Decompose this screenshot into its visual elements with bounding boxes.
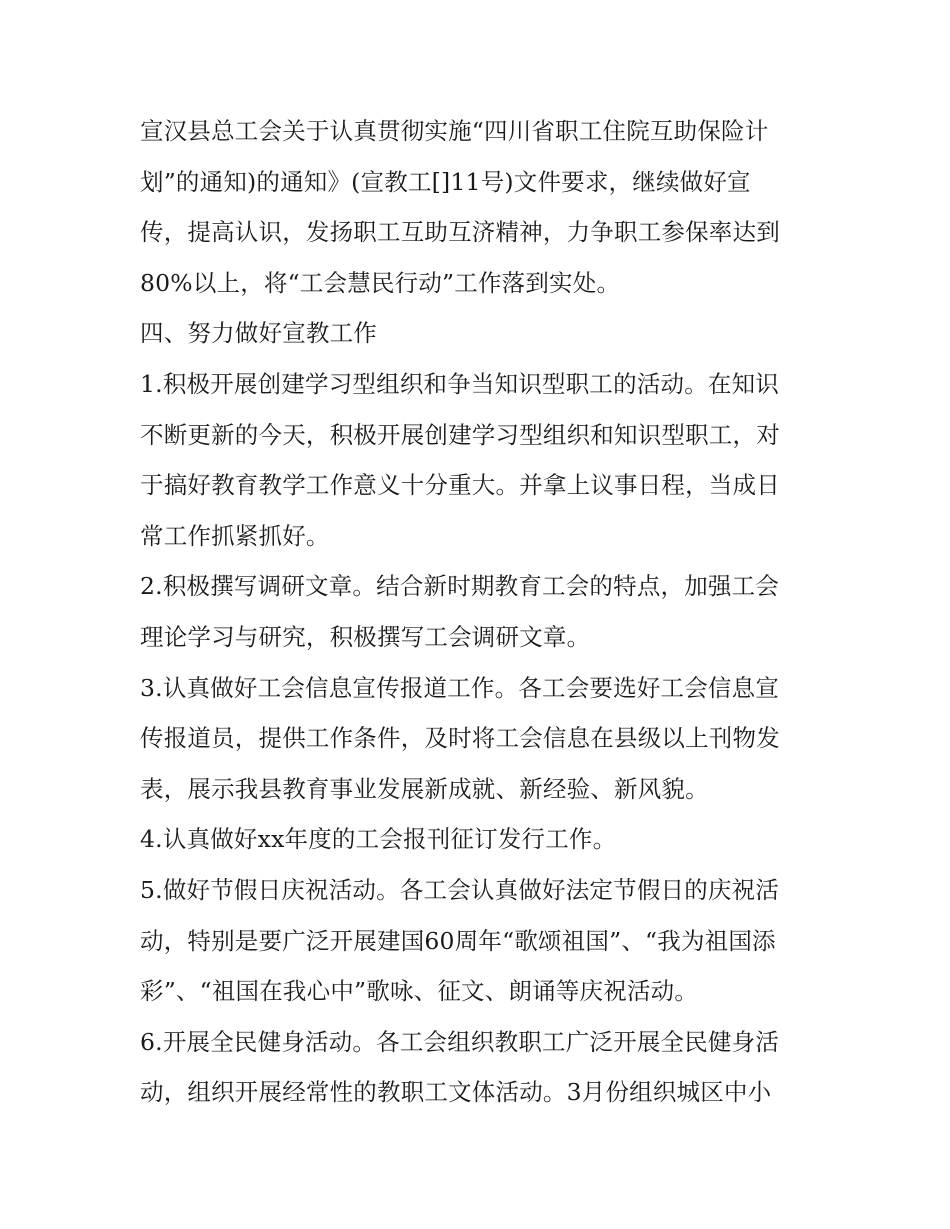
body-text — [140, 106, 820, 1118]
text-line: 动，组织开展经常性的教职工文体活动。3月份组织城区中小 — [140, 1078, 772, 1107]
text-line: 80%以上，将“工会慧民行动”工作落到实处。 — [140, 268, 621, 297]
text-line: 不断更新的今天，积极开展创建学习型组织和知识型职工，对 — [140, 420, 780, 449]
text-line: 理论学习与研究，积极撰写工会调研文章。 — [140, 622, 591, 651]
text-line: 2.积极撰写调研文章。结合新时期教育工会的特点，加强工会 — [140, 572, 780, 601]
text-line: 1.积极开展创建学习型组织和争当知识型职工的活动。在知识 — [140, 369, 780, 398]
text-line: 划”的通知)的通知》(宣教工[]11号)文件要求，继续做好宣 — [140, 167, 751, 196]
text-line: 彩”、“祖国在我心中”歌咏、征文、朗诵等庆祝活动。 — [140, 977, 699, 1006]
text-line: 传报道员，提供工作条件，及时将工会信息在县级以上刊物发 — [140, 724, 780, 753]
text-line: 4.认真做好xx年度的工会报刊征订发行工作。 — [140, 825, 617, 854]
text-line: 6.开展全民健身活动。各工会组织教职工广泛开展全民健身活 — [140, 1027, 780, 1056]
section-heading: 四、努力做好宣教工作 — [140, 319, 377, 348]
text-line: 5.做好节假日庆祝活动。各工会认真做好法定节假日的庆祝活 — [140, 875, 780, 904]
text-line: 宣汉县总工会关于认真贯彻实施“四川省职工住院互助保险计 — [140, 117, 769, 145]
text-line: 3.认真做好工会信息宣传报道工作。各工会要选好工会信息宣 — [140, 673, 780, 702]
text-line: 于搞好教育教学工作意义十分重大。并拿上议事日程，当成日 — [140, 471, 780, 500]
text-line: 传，提高认识，发扬职工互助互济精神，力争职工参保率达到 — [140, 218, 780, 247]
text-line: 常工作抓紧抓好。 — [140, 521, 330, 550]
text-line: 动，特别是要广泛开展建国60周年“歌颂祖国”、“我为祖国添 — [140, 926, 776, 955]
text-line: 表，展示我县教育事业发展新成就、新经验、新风貌。 — [140, 774, 709, 803]
